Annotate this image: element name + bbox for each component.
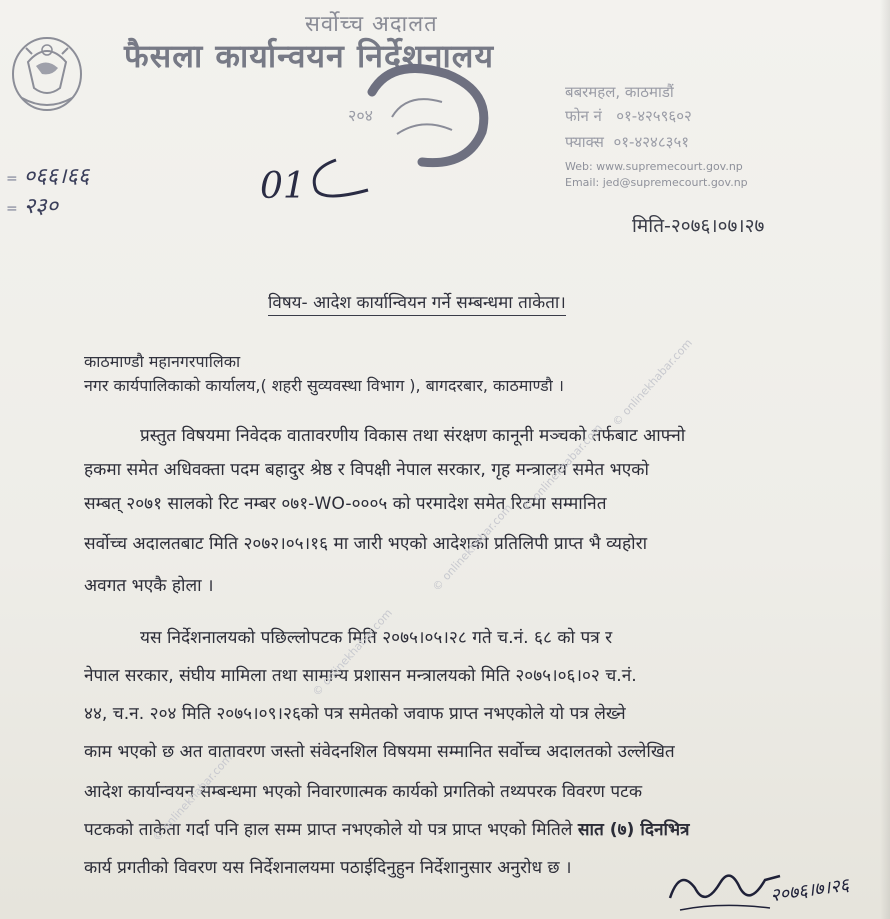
para2-line: आदेश कार्यान्वयन सम्बन्धमा भएको निवारणात्मक कार्यको प्रगतिको तथ्यपरक विवरण पटक bbox=[84, 782, 643, 802]
watermark: © onlinekhabar.com bbox=[150, 751, 235, 844]
email: Email: jed@supremecourt.gov.np bbox=[565, 176, 748, 189]
para1-line: अवगत भएकै होला । bbox=[84, 576, 214, 596]
phone-label: फोन नं bbox=[565, 107, 602, 125]
dispatch-number: = २३० bbox=[6, 194, 59, 219]
watermark: © onlinekhabar.com bbox=[430, 501, 515, 594]
department-name: फैसला कार्यान्वयन निर्देशनालय bbox=[124, 37, 495, 75]
watermark: © onlinekhabar.com bbox=[310, 606, 395, 699]
stamp-number: २०४ bbox=[348, 106, 373, 125]
watermark: © onlinekhabar.com bbox=[520, 421, 605, 514]
fax-number: ०१-४२४८३५१ bbox=[613, 133, 690, 151]
para2-last-line: कार्य प्रगतीको विवरण यस निर्देशनालयमा पठाईदिनुहुन निर्देशानुसार अनुरोध छ । bbox=[84, 858, 572, 878]
office-address: बबरमहल, काठमाडौं bbox=[565, 83, 674, 101]
para2-line: नेपाल सरकार, संघीय मामिला तथा सामान्य प्रशासन मन्त्रालयको मिति २०७५।०६।०२ च.नं. bbox=[84, 666, 637, 686]
handwritten-mark-text: 01 bbox=[260, 166, 306, 207]
para1-line: सम्बत् २०७१ सालको रिट नम्बर ०७१-WO-०००५ को परमादेश समेत रिटमा सम्मानित bbox=[84, 494, 607, 514]
para2-line: ४४, च.न. २०४ मिति २०७५।०९।२६को पत्र समेतको जवाफ प्राप्त नभएकोले यो पत्र लेख्ने bbox=[84, 704, 626, 724]
nepal-emblem-icon bbox=[8, 28, 86, 114]
para1-line: हकमा समेत अधिवक्ता पदम बहादुर श्रेष्ठ र विपक्षी नेपाल सरकार, गृह मन्त्रालय समेत भएको bbox=[84, 460, 649, 480]
website: Web: www.supremecourt.gov.np bbox=[565, 160, 743, 173]
para2-text: पटकको ताकेता गर्दा पनि हाल सम्म प्राप्त नभएकोले यो पत्र प्राप्त भएको मितिले bbox=[84, 820, 573, 840]
para1-line: प्रस्तुत विषयमा निवेदक वातावरणीय विकास तथा संरक्षण कानूनी मञ्चको तर्फबाट आफ्नो bbox=[140, 426, 686, 446]
handwritten-mark-icon bbox=[258, 150, 378, 210]
phone-line bbox=[565, 106, 692, 126]
subject-line: विषय- आदेश कार्यान्वियन गर्ने सम्बन्धमा ताकेता। bbox=[268, 290, 566, 316]
watermark: © onlinekhabar.com bbox=[610, 336, 695, 429]
fax-label: फ्याक्स bbox=[565, 133, 604, 151]
deadline-emphasis: सात (७) दिनभित्र bbox=[577, 820, 690, 840]
recipient-line-1: काठमाण्डौ महानगरपालिका bbox=[84, 352, 241, 371]
letter-number: = ०६६।६६ bbox=[6, 164, 90, 189]
para1-line: सर्वोच्च अदालतबाट मिति २०७२।०५।१६ मा जारी भएको आदेशको प्रतिलिपी प्राप्त भै व्यहोरा bbox=[84, 534, 648, 554]
phone-number: ०१-४२५९६०२ bbox=[616, 107, 692, 125]
fax-line bbox=[565, 132, 689, 152]
letter-date: मिति-२०७६।०७।२७ bbox=[632, 215, 765, 237]
page-edge-shadow bbox=[880, 0, 890, 919]
para2-line: काम भएको छ अत वातावरण जस्तो संवेदनशिल विषयमा सम्मानित सर्वोच्च अदालतको उल्लेखित bbox=[84, 742, 675, 762]
recipient-line-2: नगर कार्यपालिकाको कार्यालय,( शहरी सुव्यवस्था विभाग ), बागदरबार, काठमाण्डौ । bbox=[84, 376, 564, 395]
court-name: सर्वोच्च अदालत bbox=[305, 12, 438, 37]
signature-date: २०७६।७।२६ bbox=[768, 874, 851, 907]
para2-line: यस निर्देशनालयको पछिल्लोपटक मिति २०७५।०५।२८ गते च.नं. ६८ को पत्र र bbox=[140, 628, 613, 648]
